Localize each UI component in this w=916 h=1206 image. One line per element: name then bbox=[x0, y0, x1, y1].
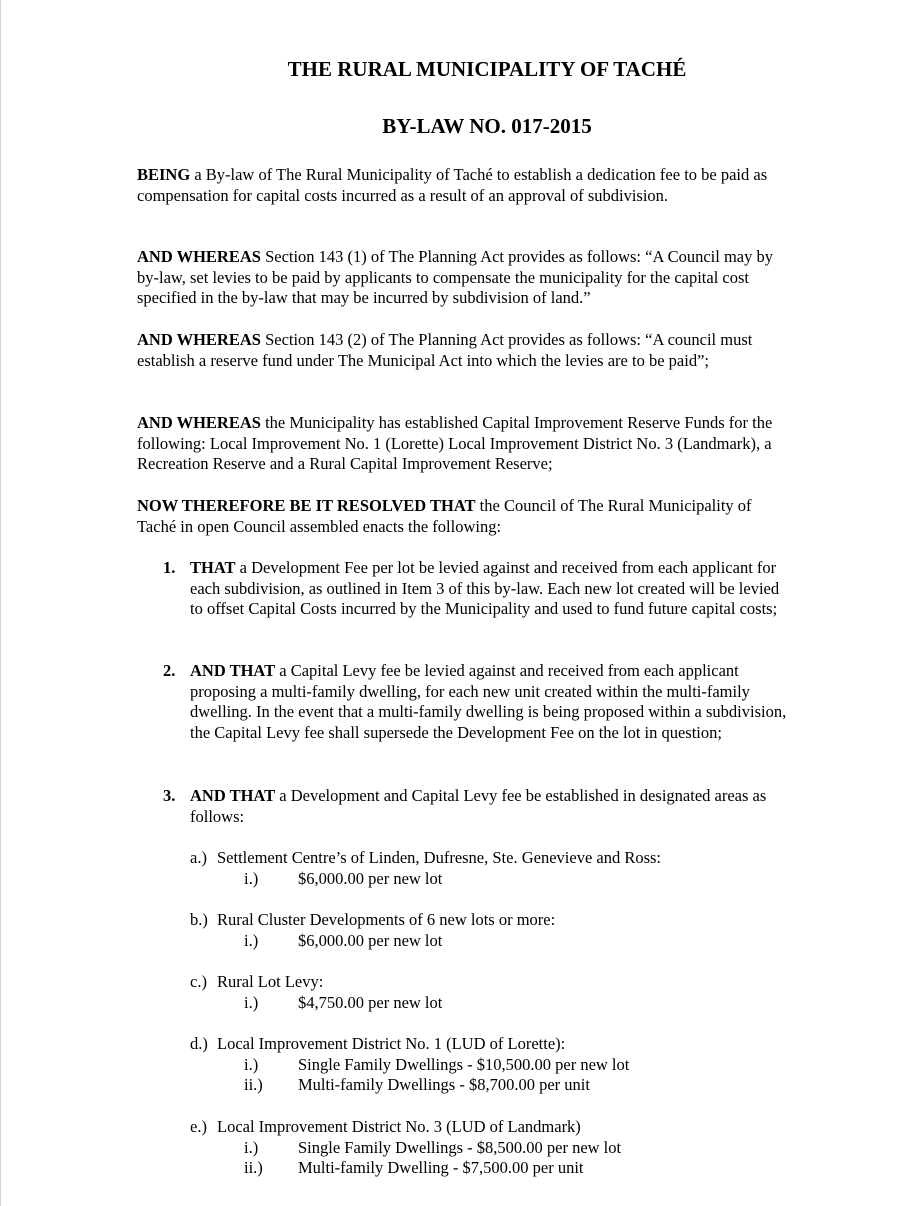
item-text bbox=[190, 558, 790, 620]
item-number: 3. bbox=[163, 786, 176, 805]
fee-row-number: ii.) bbox=[244, 1158, 263, 1178]
area-title: Rural Lot Levy: bbox=[217, 972, 324, 991]
item-text bbox=[190, 786, 790, 827]
fee-row-value: $6,000.00 per new lot bbox=[298, 930, 443, 950]
item-text bbox=[190, 661, 790, 744]
fee-row-number: i.) bbox=[244, 930, 259, 950]
fee-row-value: $6,000.00 per new lot bbox=[298, 868, 443, 888]
preamble-being bbox=[137, 165, 787, 206]
fee-row-number: ii.) bbox=[244, 1075, 263, 1095]
fee-row-number: i.) bbox=[244, 868, 259, 888]
fee-row-number: i.) bbox=[244, 992, 259, 1012]
fee-row-value: Single Family Dwellings - $8,500.00 per new lot bbox=[298, 1137, 622, 1157]
area-title: Settlement Centre’s of Linden, Dufresne, Ste. Genevieve and Ross: bbox=[217, 848, 662, 867]
area-label: c.) bbox=[190, 972, 207, 991]
area-title: Rural Cluster Developments of 6 new lots or more: bbox=[217, 910, 556, 929]
preamble-text: the Council of The Rural Municipality of Taché in open Council assembled enacts the following: bbox=[137, 496, 752, 536]
fee-row-value: Single Family Dwellings - $10,500.00 per new lot bbox=[298, 1054, 630, 1074]
preamble-keyword: AND WHEREAS bbox=[137, 247, 261, 266]
fee-row-value: $4,750.00 per new lot bbox=[298, 992, 443, 1012]
item-body: a Development and Capital Levy fee be established in designated areas as follows: bbox=[190, 786, 767, 826]
preamble-whereas-2 bbox=[137, 330, 787, 371]
fee-row-number: i.) bbox=[244, 1137, 259, 1157]
area-title: Local Improvement District No. 1 (LUD of Lorette): bbox=[217, 1034, 566, 1053]
municipality-title: THE RURAL MUNICIPALITY OF TACHÉ bbox=[287, 57, 687, 81]
item-keyword: AND THAT bbox=[190, 661, 276, 680]
preamble-text: a By-law of The Rural Municipality of Taché to establish a dedication fee to be paid as compensation for capital costs incurred as a result of an approval of subdivision. bbox=[137, 165, 768, 205]
preamble-whereas-1 bbox=[137, 247, 787, 309]
preamble-text: Section 143 (1) of The Planning Act provides as follows: “A Council may by by-law, set levies to be paid by applicants to compensate the municipality for the capital cost specified in the by-law that may be incurred by subdivision of land.” bbox=[137, 247, 773, 308]
area-label: b.) bbox=[190, 910, 208, 929]
bylaw-number: BY-LAW NO. 017-2015 bbox=[382, 114, 592, 138]
item-number: 1. bbox=[163, 558, 176, 577]
preamble-keyword: BEING bbox=[137, 165, 191, 184]
item-keyword: THAT bbox=[190, 558, 236, 577]
fee-row-number: i.) bbox=[244, 1054, 259, 1074]
preamble-keyword: AND WHEREAS bbox=[137, 330, 261, 349]
fee-row-value: Multi-family Dwellings - $8,700.00 per unit bbox=[298, 1075, 590, 1095]
preamble-whereas-3 bbox=[137, 413, 787, 475]
area-label: e.) bbox=[190, 1117, 207, 1136]
area-title: Local Improvement District No. 3 (LUD of Landmark) bbox=[217, 1117, 581, 1136]
item-body: a Capital Levy fee be levied against and received from each applicant proposing a multi-family dwelling, for each new unit created within the multi-family dwelling. In the event that a multi-family dwelling is being proposed within a subdivision, the Capital Levy fee shall supersede the Development Fee on the lot in question; bbox=[190, 661, 787, 743]
resolution-clause bbox=[137, 496, 787, 537]
preamble-text: Section 143 (2) of The Planning Act provides as follows: “A council must establish a reserve fund under The Municipal Act into which the levies are to be paid”; bbox=[137, 330, 753, 370]
preamble-keyword: AND WHEREAS bbox=[137, 413, 261, 432]
item-keyword: AND THAT bbox=[190, 786, 276, 805]
fee-row-value: Multi-family Dwelling - $7,500.00 per unit bbox=[298, 1158, 584, 1178]
area-label: d.) bbox=[190, 1034, 208, 1053]
area-label: a.) bbox=[190, 848, 207, 867]
item-number: 2. bbox=[163, 661, 176, 680]
item-body: a Development Fee per lot be levied against and received from each applicant for each subdivision, as outlined in Item 3 of this by-law. Each new lot created will be levied to offset Capital Costs incurred by the Municipality and used to fund future capital costs; bbox=[190, 558, 780, 619]
preamble-text: the Municipality has established Capital Improvement Reserve Funds for the following: Local Improvement No. 1 (Lorette) Local Improvement District No. 3 (Landmark), a Recreation Reserve and a Rural Capital Improvement Reserve; bbox=[137, 413, 773, 474]
page-left-edge bbox=[0, 0, 1, 1206]
preamble-keyword: NOW THEREFORE BE IT RESOLVED THAT bbox=[137, 496, 476, 515]
